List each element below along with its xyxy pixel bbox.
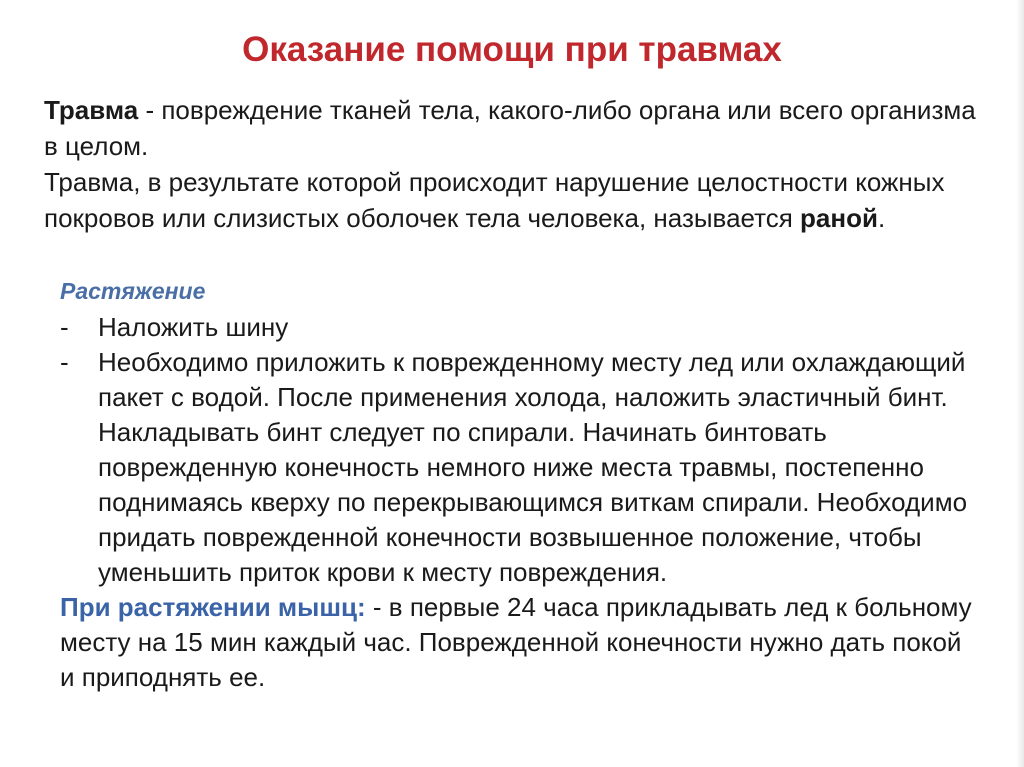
muscle-sprain-paragraph bbox=[60, 590, 980, 695]
list-item-text: Необходимо приложить к поврежденному месту лед или охлаждающий пакет с водой. После применения холода, наложить эластичный бинт. Накладывать бинт следует по спирали. Начинать бинтовать поврежденную конечность немного ниже места травмы, постепенно поднимаясь кверху по перекрывающимся виткам спирали. Необходимо придать поврежденной конечности возвышенное положение, чтобы уменьшить приток крови к месту повреждения. bbox=[98, 347, 968, 587]
definition-text-2: Травма, в результате которой происходит нарушение целостности кожных покровов или слизистых оболочек тела человека, называется bbox=[44, 167, 945, 233]
list-dash: - bbox=[60, 312, 69, 342]
definition-paragraph-2 bbox=[44, 164, 994, 236]
sprain-section bbox=[60, 274, 980, 695]
list-item-text: Наложить шину bbox=[98, 312, 289, 342]
definition-text-1: - повреждение тканей тела, какого-либо органа или всего организма в целом. bbox=[44, 95, 976, 161]
slide-edge-shadow bbox=[1016, 0, 1024, 767]
term-trauma: Травма bbox=[44, 95, 139, 125]
slide-title: Оказание помощи при травмах bbox=[242, 30, 782, 69]
list-item bbox=[60, 345, 980, 590]
definition-paragraph-1 bbox=[44, 92, 994, 164]
muscle-sprain-label: При растяжении мышц: bbox=[60, 592, 366, 622]
definition-block bbox=[44, 92, 994, 236]
list-item bbox=[60, 310, 980, 345]
term-wound: раной bbox=[800, 203, 878, 233]
list-dash: - bbox=[60, 347, 69, 377]
definition-period: . bbox=[877, 203, 886, 233]
sprain-heading: Растяжение bbox=[60, 278, 206, 304]
muscle-sprain-text: - в первые 24 часа прикладывать лед к больному месту на 15 мин каждый час. Поврежденной конечности нужно дать покой и приподнять ее. bbox=[60, 592, 972, 692]
